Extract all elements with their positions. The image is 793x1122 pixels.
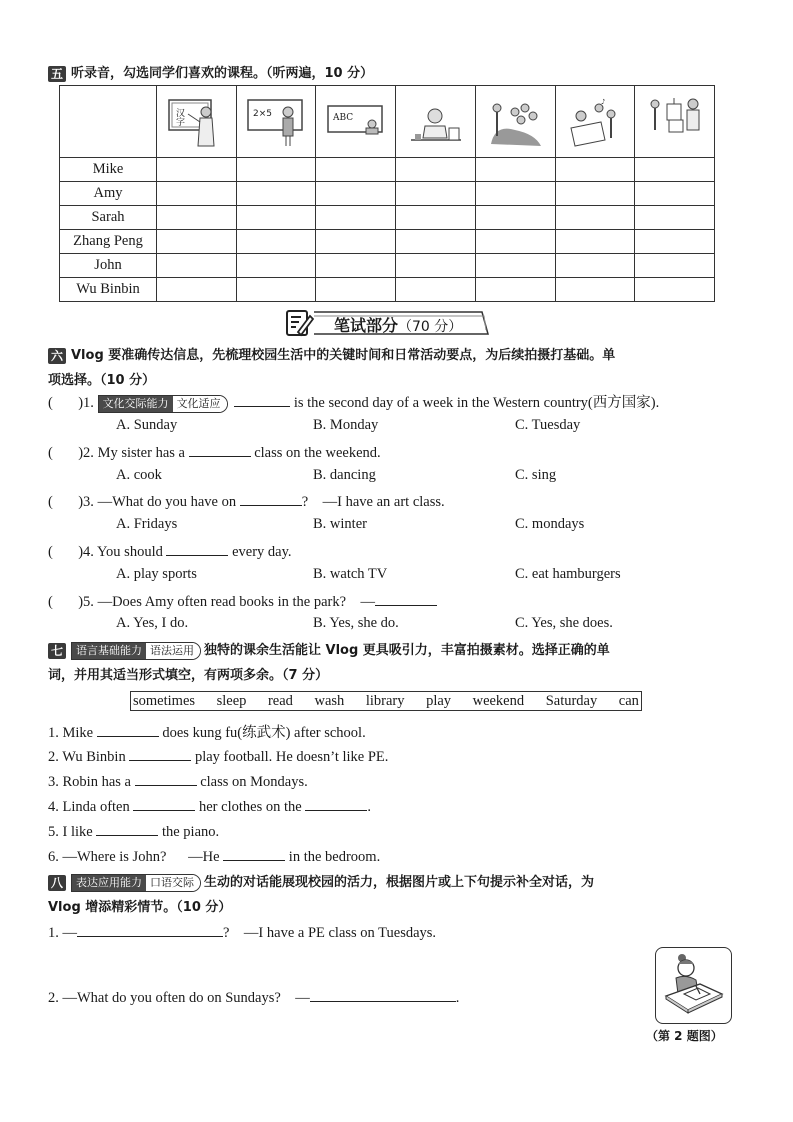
table-header-row	[60, 86, 715, 158]
student-name: Mike	[60, 158, 157, 182]
girl-writing-icon	[656, 948, 731, 1023]
skill-tag	[71, 642, 201, 660]
col-science	[396, 86, 476, 158]
check-cell[interactable]	[635, 278, 715, 302]
answer-bracket[interactable]: (	[48, 494, 79, 510]
check-cell[interactable]	[316, 158, 396, 182]
word-bank-item: Saturday	[545, 692, 598, 709]
student-name: Sarah	[60, 206, 157, 230]
table-row	[60, 254, 715, 278]
item-text-before: 1. Mike	[48, 725, 94, 741]
col-english	[316, 86, 396, 158]
question-text-before: —Does Amy often read books in the park? —	[97, 594, 376, 610]
section-instruction-line2: 词，并用其适当形式填空，有两项多余。（7 分）	[48, 668, 329, 683]
word-bank-item: sometimes	[133, 692, 196, 709]
question-text-after: every day.	[232, 544, 292, 560]
corner-cell	[60, 86, 157, 158]
table-row	[60, 230, 715, 254]
section-7-heading	[48, 638, 748, 688]
english-class-picture-icon	[326, 94, 386, 150]
student-name: Amy	[60, 182, 157, 206]
section-number: 六	[48, 348, 66, 364]
check-cell[interactable]	[635, 182, 715, 206]
section-number: 八	[48, 875, 66, 891]
dialogue-item-1	[48, 922, 436, 942]
answer-blank[interactable]	[97, 722, 159, 737]
question-text-after: class on the weekend.	[254, 445, 381, 461]
check-cell[interactable]	[555, 278, 635, 302]
question-number: )5.	[78, 594, 94, 610]
question-text-before: My sister has a	[97, 445, 185, 461]
item-text-before: 2. —What do you often do on Sundays? —	[48, 990, 310, 1006]
dialogue-item-2	[48, 987, 459, 1007]
math-class-picture-icon	[246, 94, 306, 150]
question-text-before: —What do you have on	[97, 494, 237, 510]
check-cell[interactable]	[396, 230, 476, 254]
check-cell[interactable]	[555, 206, 635, 230]
fill-item-3	[48, 771, 308, 791]
answer-bracket[interactable]: (	[48, 544, 79, 560]
word-bank-item: play	[426, 692, 452, 709]
pe-class-picture-icon	[485, 94, 545, 150]
section-instruction-line2: Vlog 增添精彩情节。（10 分）	[48, 900, 232, 915]
art-class-picture-icon	[645, 94, 705, 150]
check-cell[interactable]	[475, 254, 555, 278]
section-6-heading	[48, 343, 748, 393]
answer-bracket[interactable]: (	[48, 445, 79, 461]
check-cell[interactable]	[475, 182, 555, 206]
option-a: A. Fridays	[116, 516, 178, 532]
option-a: A. Sunday	[116, 417, 178, 433]
check-cell[interactable]	[475, 158, 555, 182]
table-row	[60, 182, 715, 206]
check-cell[interactable]	[157, 230, 237, 254]
option-a: A. cook	[116, 467, 162, 483]
table-row	[60, 158, 715, 182]
table-row	[60, 206, 715, 230]
written-part-banner	[284, 308, 490, 338]
answer-blank[interactable]	[77, 922, 223, 937]
skill-tag-category: 表达应用能力	[72, 875, 146, 891]
col-music	[555, 86, 635, 158]
answer-blank[interactable]	[129, 746, 191, 761]
check-cell[interactable]	[396, 206, 476, 230]
option-b: B. dancing	[313, 467, 376, 483]
question-text-after: ? —I have an art class.	[301, 494, 445, 510]
check-cell[interactable]	[475, 278, 555, 302]
answer-blank[interactable]	[310, 987, 456, 1002]
check-cell[interactable]	[236, 158, 316, 182]
chinese-class-picture-icon	[166, 94, 226, 150]
check-cell[interactable]	[157, 278, 237, 302]
section-number: 七	[48, 643, 66, 659]
item-text-before: 4. Linda often	[48, 799, 130, 815]
question-number: )2.	[78, 445, 94, 461]
option-c: C. Tuesday	[515, 417, 581, 433]
option-b: B. watch TV	[313, 566, 388, 582]
section-8-heading	[48, 870, 748, 920]
option-a: A. play sports	[116, 566, 197, 582]
answer-blank[interactable]	[189, 442, 251, 457]
check-cell[interactable]	[635, 230, 715, 254]
item-text-before: 3. Robin has a	[48, 774, 131, 790]
check-cell[interactable]	[555, 158, 635, 182]
check-cell[interactable]	[236, 254, 316, 278]
answer-blank[interactable]	[305, 796, 367, 811]
col-math	[236, 86, 316, 158]
word-bank	[130, 691, 642, 711]
word-bank-item: sleep	[216, 692, 247, 709]
course-preference-table	[59, 85, 715, 302]
check-cell[interactable]	[396, 158, 476, 182]
question-4	[48, 541, 292, 561]
item-text-before: 5. I like	[48, 824, 93, 840]
pencil-note-icon	[284, 308, 314, 338]
science-class-picture-icon	[405, 94, 465, 150]
check-cell[interactable]	[555, 230, 635, 254]
option-a: A. Yes, I do.	[116, 615, 189, 631]
check-cell[interactable]	[157, 206, 237, 230]
section-instruction-line1: Vlog 要准确传达信息，先梳理校园生活中的关键时间和日常活动要点，为后续拍摄打基础。单	[71, 348, 616, 363]
figure-girl-writing	[655, 947, 732, 1024]
answer-blank[interactable]	[96, 821, 158, 836]
question-text: is the second day of a week in the Western country(西方国家).	[293, 395, 660, 411]
check-cell[interactable]	[316, 278, 396, 302]
question-number: )1.	[78, 395, 94, 411]
skill-tag	[71, 874, 201, 892]
skill-tag-category: 文化交际能力	[99, 396, 173, 412]
skill-tag-subcategory: 文化适应	[173, 396, 227, 412]
question-1	[48, 391, 659, 413]
fill-item-5	[48, 821, 219, 841]
check-cell[interactable]	[635, 206, 715, 230]
fill-item-6	[48, 846, 380, 866]
section-number: 五	[48, 66, 66, 82]
check-cell[interactable]	[316, 230, 396, 254]
skill-tag-subcategory: 语法运用	[146, 643, 200, 659]
item-text-before: 6. —Where is John? —He	[48, 849, 220, 865]
question-number: )4.	[78, 544, 94, 560]
section-instruction-line1: 生动的对话能展现校园的活力，根据图片或上下句提示补全对话，为	[204, 875, 595, 890]
question-number: )3.	[78, 494, 94, 510]
option-c: C. sing	[515, 467, 557, 483]
item-text-before: 2. Wu Binbin	[48, 749, 126, 765]
item-text-after: ? —I have a PE class on Tuesdays.	[223, 925, 437, 941]
col-chinese	[157, 86, 237, 158]
check-cell[interactable]	[635, 254, 715, 278]
check-cell[interactable]	[236, 230, 316, 254]
col-pe	[475, 86, 555, 158]
check-cell[interactable]	[555, 182, 635, 206]
table-row	[60, 278, 715, 302]
check-cell[interactable]	[475, 206, 555, 230]
option-b: B. winter	[313, 516, 367, 532]
question-5	[48, 591, 437, 611]
item-text-after: does kung fu(练武术) after school.	[162, 725, 366, 741]
answer-bracket[interactable]: (	[48, 594, 79, 610]
check-cell[interactable]	[475, 230, 555, 254]
banner-score: （70 分）	[398, 319, 463, 335]
section-5-heading	[48, 62, 373, 82]
skill-tag-subcategory: 口语交际	[146, 875, 200, 891]
answer-blank[interactable]	[135, 771, 197, 786]
check-cell[interactable]	[396, 278, 476, 302]
item-text-after: the piano.	[161, 824, 220, 840]
section-instruction-line1: 独特的课余生活能让 Vlog 更具吸引力，丰富拍摄素材。选择正确的单	[204, 643, 610, 658]
answer-blank[interactable]	[234, 392, 290, 407]
word-bank-item: weekend	[472, 692, 525, 709]
answer-blank[interactable]	[223, 846, 285, 861]
check-cell[interactable]	[316, 206, 396, 230]
section-instruction-line2: 项选择。（10 分）	[48, 373, 156, 388]
item-text-after: in the bedroom.	[288, 849, 381, 865]
question-3	[48, 491, 445, 511]
student-name: Zhang Peng	[60, 230, 157, 254]
check-cell[interactable]	[316, 254, 396, 278]
question-2	[48, 442, 381, 462]
section-instruction: 听录音，勾选同学们喜欢的课程。（听两遍，10 分）	[71, 66, 374, 81]
figure-caption: （第 2 题图）	[646, 1029, 723, 1043]
fill-item-4	[48, 796, 371, 816]
fill-item-1	[48, 721, 366, 742]
check-cell[interactable]	[555, 254, 635, 278]
item-text-after: her clothes on the	[199, 799, 302, 815]
option-c: C. Yes, she does.	[515, 615, 613, 631]
word-bank-item: library	[365, 692, 405, 709]
check-cell[interactable]	[157, 182, 237, 206]
word-bank-item: read	[267, 692, 293, 709]
svg-text:字: 字	[176, 117, 186, 128]
word-bank-item: can	[618, 692, 639, 709]
option-b: B. Yes, she do.	[313, 615, 399, 631]
check-cell[interactable]	[236, 278, 316, 302]
banner-title: 笔试部分	[334, 316, 399, 335]
word-bank-item: wash	[314, 692, 345, 709]
fill-item-2	[48, 746, 388, 766]
check-cell[interactable]	[396, 182, 476, 206]
option-b: B. Monday	[313, 417, 379, 433]
col-art	[635, 86, 715, 158]
music-class-picture-icon	[565, 94, 625, 150]
answer-blank[interactable]	[133, 796, 195, 811]
svg-text:ABC: ABC	[332, 112, 353, 123]
skill-tag	[98, 395, 228, 413]
svg-text:2×5: 2×5	[253, 108, 273, 119]
svg-text:♪: ♪	[600, 97, 606, 106]
student-name: Wu Binbin	[60, 278, 157, 302]
item-text-after: play football. He doesn’t like PE.	[194, 749, 389, 765]
student-name: John	[60, 254, 157, 278]
check-cell[interactable]	[157, 254, 237, 278]
check-cell[interactable]	[635, 158, 715, 182]
answer-blank[interactable]	[375, 591, 437, 606]
check-cell[interactable]	[236, 182, 316, 206]
check-cell[interactable]	[396, 254, 476, 278]
question-text-before: You should	[97, 544, 163, 560]
check-cell[interactable]	[157, 158, 237, 182]
board-text: 汉	[176, 108, 186, 119]
answer-blank[interactable]	[166, 541, 228, 556]
item-text-end: .	[367, 799, 371, 815]
option-c: C. mondays	[515, 516, 585, 532]
skill-tag-category: 语言基础能力	[72, 643, 146, 659]
check-cell[interactable]	[316, 182, 396, 206]
item-text-after: class on Mondays.	[200, 774, 308, 790]
answer-bracket[interactable]: (	[48, 395, 79, 411]
item-text-after: .	[455, 990, 460, 1006]
answer-blank[interactable]	[240, 491, 302, 506]
check-cell[interactable]	[236, 206, 316, 230]
item-text-before: 1. —	[48, 925, 77, 941]
option-c: C. eat hamburgers	[515, 566, 621, 582]
